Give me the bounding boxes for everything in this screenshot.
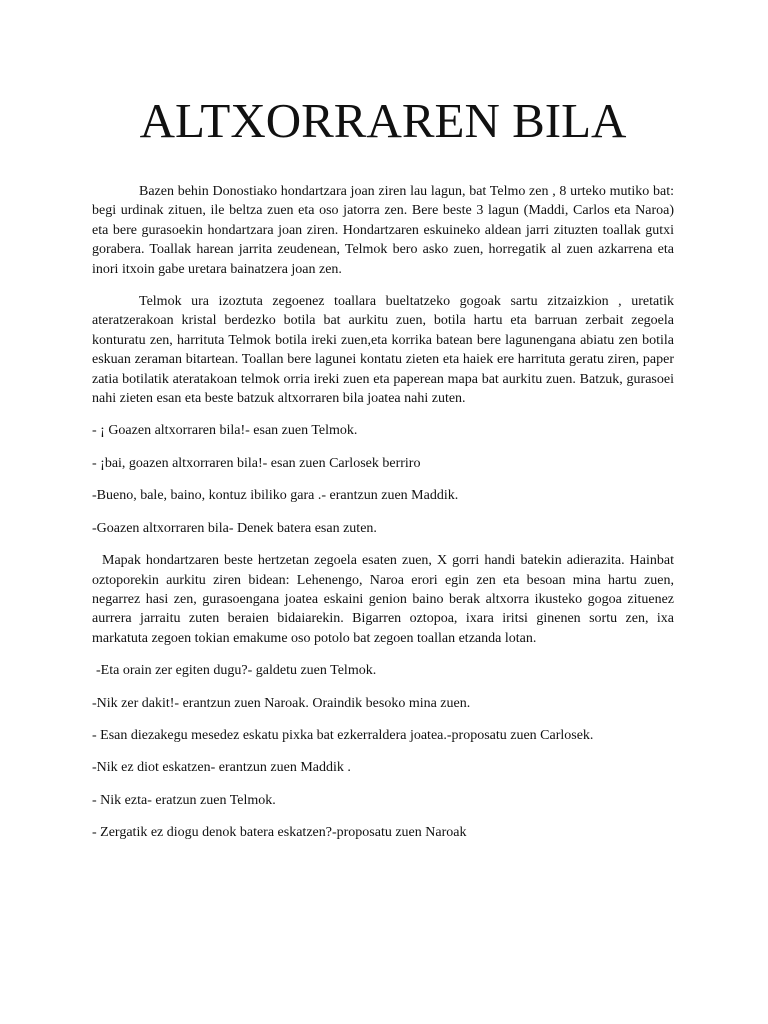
paragraph-2: Telmok ura izoztuta zegoenez toallara bueltatzeko gogoak sartu zitzaizkion , uretatik ateratzerakoan kristal berdezko botila bat aurkitu zuen, botila hartu eta barruan zerbait zegoela konturatu zen, harrituta Telmok botila ireki zuen,eta korrika batean bere lagunengana abiatu zen botila eskuan zeraman bitartean. Toallan bere lagunei kontatu zieten eta haiek ere harrituta geratu ziren, paper zatia botilatik ateratakoan telmok orria ireki zuen eta paperean mapa bat aurkitu zuen. Batzuk, gurasoei nahi zieten esan eta beste batzuk altxorraren bila joatea nahi zuten. [92, 294, 674, 407]
dialogue-line-1: - ¡ Goazen altxorraren bila!- esan zuen Telmok. [92, 423, 358, 439]
paragraph-3: Mapak hondartzaren beste hertzetan zegoela esaten zuen, X gorri handi batekin adierazita. Hainbat oztoporekin aurkitu ziren bidean: Lehenengo, Naroa erori egin zen eta besoan mina hartu zuen, negarrez hasi zen, gurasoengana joatea eskaini genion baino berak altxorra ikusteko gogoa zituenez aurrera jarraitu zuten beraien bidaiarekin. Bigarren oztopoa, ixara iritsi ginenen sortu zen, ixa markatuta zegoen tokian emakume oso potolo bat zegoen toallan etzanda lotan. [92, 553, 674, 646]
dialogue-line-8: -Nik ez diot eskatzen- erantzun zuen Maddik . [92, 760, 351, 776]
document-body [92, 182, 674, 843]
dialogue-line-10: - Zergatik ez diogu denok batera eskatzen?-proposatu zuen Naroak [92, 825, 467, 841]
paragraph-1: Bazen behin Donostiako hondartzara joan ziren lau lagun, bat Telmo zen , 8 urteko mutiko bat: begi urdinak zituen, ile beltza zuen eta oso jatorra zen. Bere beste 3 lagun (Maddi, Carlos eta Naroa) eta bere gurasoekin hondartzara joan ziren. Hondartzaren eskuineko aldean jarri zituzten toallak gutxi gorabera. Toallak harean jarrita zeudenean, Telmok bero asko zuen, horregatik al zuen azkarrena eta inori itxoin gabe uretara bainatzera joan zen. [92, 184, 674, 277]
dialogue-line-7: - Esan diezakegu mesedez eskatu pixka bat ezkerraldera joatea.-proposatu zuen Carlosek. [92, 727, 594, 743]
dialogue-line-2: - ¡bai, goazen altxorraren bila!- esan zuen Carlosek berriro [92, 455, 421, 471]
dialogue-line-4: -Goazen altxorraren bila- Denek batera esan zuten. [92, 520, 377, 536]
dialogue-line-5: -Eta orain zer egiten dugu?- galdetu zuen Telmok. [96, 663, 377, 679]
dialogue-line-3: -Bueno, bale, baino, kontuz ibiliko gara .- erantzun zuen Maddik. [92, 488, 459, 504]
document-title: ALTXORRAREN BILA [139, 93, 627, 148]
dialogue-line-9: - Nik ezta- eratzun zuen Telmok. [92, 792, 276, 808]
document-page [92, 0, 674, 856]
dialogue-line-6: -Nik zer dakit!- erantzun zuen Naroak. Oraindik besoko mina zuen. [92, 695, 471, 711]
